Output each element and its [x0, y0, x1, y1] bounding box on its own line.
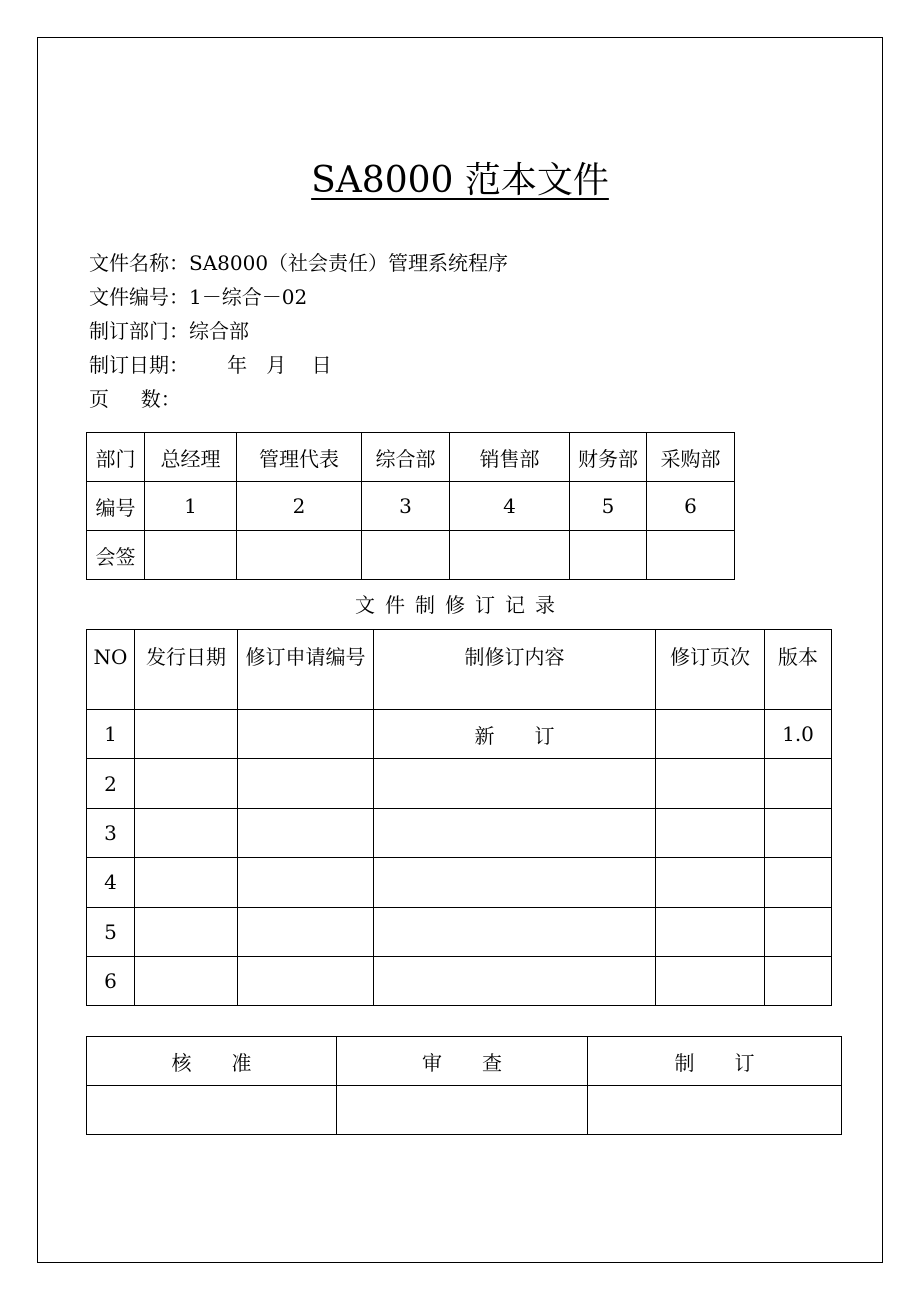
- header-content: 制修订内容: [374, 630, 656, 710]
- number-row: [87, 482, 735, 531]
- row-no: 4: [87, 858, 135, 907]
- number-cell: 3: [362, 482, 450, 531]
- approval-header-row: [87, 1037, 842, 1086]
- table-row: [87, 808, 832, 857]
- row-version[interactable]: 1.0: [765, 710, 832, 759]
- approve-header: 核 准: [87, 1037, 337, 1086]
- header-no: NO: [87, 630, 135, 710]
- file-name: 文件名称：SA8000（社会责任）管理系统程序: [89, 251, 509, 275]
- signature-cell[interactable]: [237, 531, 362, 580]
- row-content[interactable]: [374, 858, 656, 907]
- row-pages[interactable]: [656, 808, 765, 857]
- approve-signature-cell[interactable]: [87, 1086, 337, 1135]
- table-row: [87, 956, 832, 1005]
- row-content[interactable]: [374, 808, 656, 857]
- row-version[interactable]: [765, 808, 832, 857]
- table-row: [87, 907, 832, 956]
- department-cell: 管理代表: [237, 433, 362, 482]
- row-version[interactable]: [765, 759, 832, 808]
- countersign-row: [87, 531, 735, 580]
- signature-cell[interactable]: [450, 531, 570, 580]
- signature-cell[interactable]: [145, 531, 237, 580]
- row-request-no[interactable]: [238, 710, 374, 759]
- row-version[interactable]: [765, 858, 832, 907]
- number-label: 编号: [87, 482, 145, 531]
- row-no: 5: [87, 907, 135, 956]
- row-content[interactable]: [374, 956, 656, 1005]
- row-issue-date[interactable]: [135, 710, 238, 759]
- number-cell: 6: [647, 482, 735, 531]
- row-request-no[interactable]: [238, 759, 374, 808]
- row-request-no[interactable]: [238, 956, 374, 1005]
- row-request-no[interactable]: [238, 858, 374, 907]
- row-version[interactable]: [765, 907, 832, 956]
- row-issue-date[interactable]: [135, 858, 238, 907]
- revision-header-row: [87, 630, 832, 710]
- row-no: 1: [87, 710, 135, 759]
- number-cell: 1: [145, 482, 237, 531]
- department-cell: 销售部: [450, 433, 570, 482]
- department: 制订部门：综合部: [89, 319, 249, 343]
- file-number: 文件编号：1－综合－02: [89, 285, 308, 309]
- header-issue-date: 发行日期: [135, 630, 238, 710]
- prepare-signature-cell[interactable]: [588, 1086, 842, 1135]
- number-cell: 4: [450, 482, 570, 531]
- department-cell: 财务部: [570, 433, 647, 482]
- row-issue-date[interactable]: [135, 759, 238, 808]
- department-cell: 采购部: [647, 433, 735, 482]
- number-cell: 5: [570, 482, 647, 531]
- prepare-header: 制 订: [588, 1037, 842, 1086]
- approval-sign-row: [87, 1086, 842, 1135]
- header-request-no: 修订申请编号: [238, 630, 374, 710]
- document-title: SA8000 范本文件: [311, 160, 609, 201]
- department-cell: 综合部: [362, 433, 450, 482]
- row-no: 6: [87, 956, 135, 1005]
- row-pages[interactable]: [656, 759, 765, 808]
- row-request-no[interactable]: [238, 907, 374, 956]
- row-content[interactable]: 新 订: [374, 710, 656, 759]
- revision-record-table: [86, 629, 832, 1006]
- row-no: 3: [87, 808, 135, 857]
- countersign-table: [86, 432, 735, 580]
- department-cell: 总经理: [145, 433, 237, 482]
- signature-cell[interactable]: [570, 531, 647, 580]
- issue-date: 制订日期： 年 月 日: [89, 353, 332, 377]
- revision-record-caption: 文件制修订记录: [355, 593, 565, 617]
- approval-table: [86, 1036, 842, 1135]
- document-meta: [89, 246, 508, 416]
- signature-cell[interactable]: [362, 531, 450, 580]
- page-count: 页 数：: [89, 387, 181, 411]
- table-row: [87, 710, 832, 759]
- row-version[interactable]: [765, 956, 832, 1005]
- review-signature-cell[interactable]: [337, 1086, 588, 1135]
- row-content[interactable]: [374, 907, 656, 956]
- countersign-label: 会签: [87, 531, 145, 580]
- row-pages[interactable]: [656, 956, 765, 1005]
- row-request-no[interactable]: [238, 808, 374, 857]
- row-issue-date[interactable]: [135, 956, 238, 1005]
- row-pages[interactable]: [656, 710, 765, 759]
- signature-cell[interactable]: [647, 531, 735, 580]
- row-issue-date[interactable]: [135, 808, 238, 857]
- row-content[interactable]: [374, 759, 656, 808]
- row-issue-date[interactable]: [135, 907, 238, 956]
- review-header: 审 查: [337, 1037, 588, 1086]
- row-pages[interactable]: [656, 858, 765, 907]
- department-label: 部门: [87, 433, 145, 482]
- number-cell: 2: [237, 482, 362, 531]
- row-no: 2: [87, 759, 135, 808]
- header-pages: 修订页次: [656, 630, 765, 710]
- table-row: [87, 759, 832, 808]
- header-version: 版本: [765, 630, 832, 710]
- department-row: [87, 433, 735, 482]
- row-pages[interactable]: [656, 907, 765, 956]
- table-row: [87, 858, 832, 907]
